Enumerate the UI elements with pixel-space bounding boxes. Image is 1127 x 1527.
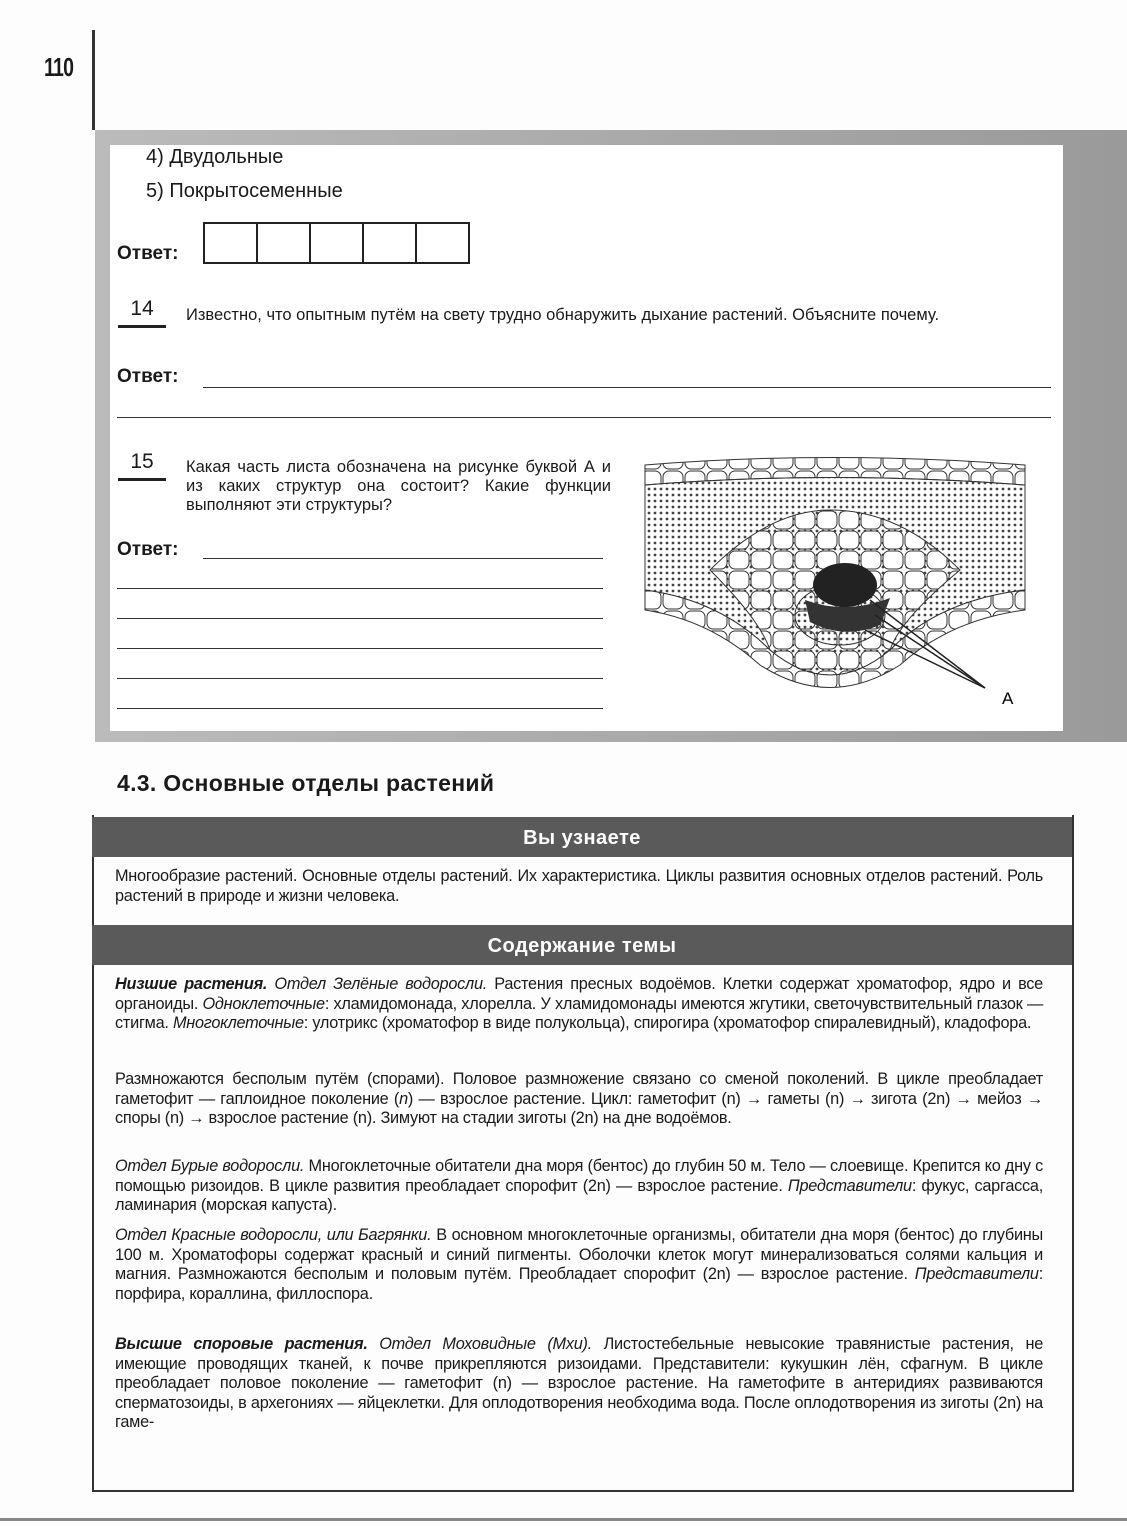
- answer-line[interactable]: [117, 588, 603, 589]
- answer-label-15: Ответ:: [117, 539, 179, 560]
- option-5: 5) Покрытосеменные: [146, 180, 343, 202]
- figure-label-a: А: [1002, 689, 1014, 708]
- answer-line[interactable]: [203, 558, 603, 559]
- content-header: Содержание темы: [92, 925, 1072, 965]
- answer-line[interactable]: [117, 417, 1051, 418]
- italic-term: Многоклеточные: [172, 1014, 304, 1033]
- page-bottom-edge: [0, 1518, 1127, 1521]
- content-paragraph: [115, 1070, 1043, 1129]
- content-paragraph: [115, 1157, 1043, 1216]
- bold-heading: Низшие растения.: [115, 975, 275, 993]
- paragraph-text: Размножаются бесполым путём (спорами). Половое размножение связано со сменой поколений. В цикле преобладает гаметофит — гаплоидное поколение (: [115, 1070, 1043, 1108]
- answer-label-14: Ответ:: [117, 366, 179, 387]
- content-paragraph: [115, 975, 1043, 1034]
- answer-line[interactable]: [203, 387, 1051, 388]
- question-number-14: 14: [118, 297, 166, 328]
- question-number-15: 15: [118, 450, 166, 481]
- learn-text: Многообразие растений. Основные отделы растений. Их характеристика. Циклы развития основных отделов растений. Роль растений в природе и жизни человека.: [115, 867, 1043, 905]
- content-paragraph: [115, 1335, 1043, 1433]
- paragraph-text: : улотрикс (хроматофор в виде полукольца), спирогира (хроматофор спиралевидный), кладофора.: [303, 1014, 1032, 1033]
- question-text-15: Какая часть листа обозначена на рисунке буквой А и из каких структур она состоит? Какие функции выполняют эти структуры?: [186, 458, 611, 514]
- question-text-14: Известно, что опытным путём на свету трудно обнаружить дыхание растений. Объясните почему.: [186, 306, 940, 324]
- answer-cells[interactable]: [203, 222, 470, 264]
- paragraph-text: Растения пресных водоёмов. Клетки содержат хроматофор, ядро и все органоиды.: [115, 975, 1043, 1013]
- italic-term: Отдел Красные водоросли, или Багрянки.: [115, 1226, 432, 1244]
- paragraph-text: Многоклеточные обитатели дна моря (бентос) до глубин 50 м. Тело — слоевище. Крепится ко дну с помощью ризоидов. В цикле развития преобладает спорофит (2n) — взрослое растение.: [115, 1157, 1043, 1195]
- answer-line[interactable]: [117, 648, 603, 649]
- paragraph-text: : фукус, саргасса, ламинария (морская капуста).: [115, 1176, 1043, 1215]
- learn-header: Вы узнаете: [92, 817, 1072, 857]
- leaf-cross-section-figure: [640, 450, 1030, 710]
- italic-term: Отдел Бурые водоросли.: [115, 1157, 305, 1175]
- bold-heading: Высшие споровые растения.: [115, 1335, 380, 1353]
- paragraph-text: В основном многоклеточные организмы, обитатели дна моря (бентос) до глубины 100 м. Хроматофоры содержат красный и синий пигменты. Оболочки клеток могут минерализоваться солями кальция и магния. Размножаются бесполым и половым путём. Преобладает спорофит (2n) — взрослое растение.: [115, 1226, 1043, 1284]
- option-4: 4) Двудольные: [146, 146, 284, 168]
- italic-term: Одноклеточные: [202, 994, 325, 1013]
- italic-term: n: [399, 1089, 408, 1108]
- section-title: 4.3. Основные отделы растений: [117, 770, 495, 796]
- italic-term: Представители: [914, 1265, 1039, 1284]
- margin-rule: [92, 30, 95, 130]
- content-paragraph: [115, 1226, 1043, 1304]
- paragraph-text: : порфира, кораллина, филлоспора.: [115, 1265, 1043, 1303]
- paragraph-text: Листостебельные невысокие травянистые растения, не имеющие проводящих тканей, к почве прикрепляются ризоидами. Представители: кукушкин лён, сфагнум. В цикле преобладает половое поколение — гаметофит (n) — взрослое растение. На гаметофите в антеридиях развиваются сперматозоиды, в архегониях — яйцеклетки. Для оплодотворения необходима вода. После оплодотворения из зиготы (2n) на гаме-: [115, 1335, 1043, 1432]
- answer-label-13: Ответ:: [117, 243, 179, 264]
- answer-line[interactable]: [117, 618, 603, 619]
- answer-line[interactable]: [117, 678, 603, 679]
- page-number: 110: [44, 52, 74, 82]
- paragraph-text: ) — взрослое растение. Цикл: гаметофит (n) → гаметы (n) → зигота (2n) → мейоз → споры (n) → взрослое растение (n). Зимуют на стадии зиготы (2n) на дне водоёмов.: [115, 1089, 1043, 1128]
- italic-term: Отдел Моховидные (Мхи).: [379, 1335, 592, 1353]
- answer-line[interactable]: [117, 708, 603, 709]
- italic-term: Представители: [787, 1176, 912, 1195]
- italic-term: Отдел Зелёные водоросли.: [274, 975, 488, 993]
- paragraph-text: : хламидомонада, хлорелла. У хламидомонады имеются жгутики, светочувствительный глазок — стигма.: [115, 994, 1043, 1033]
